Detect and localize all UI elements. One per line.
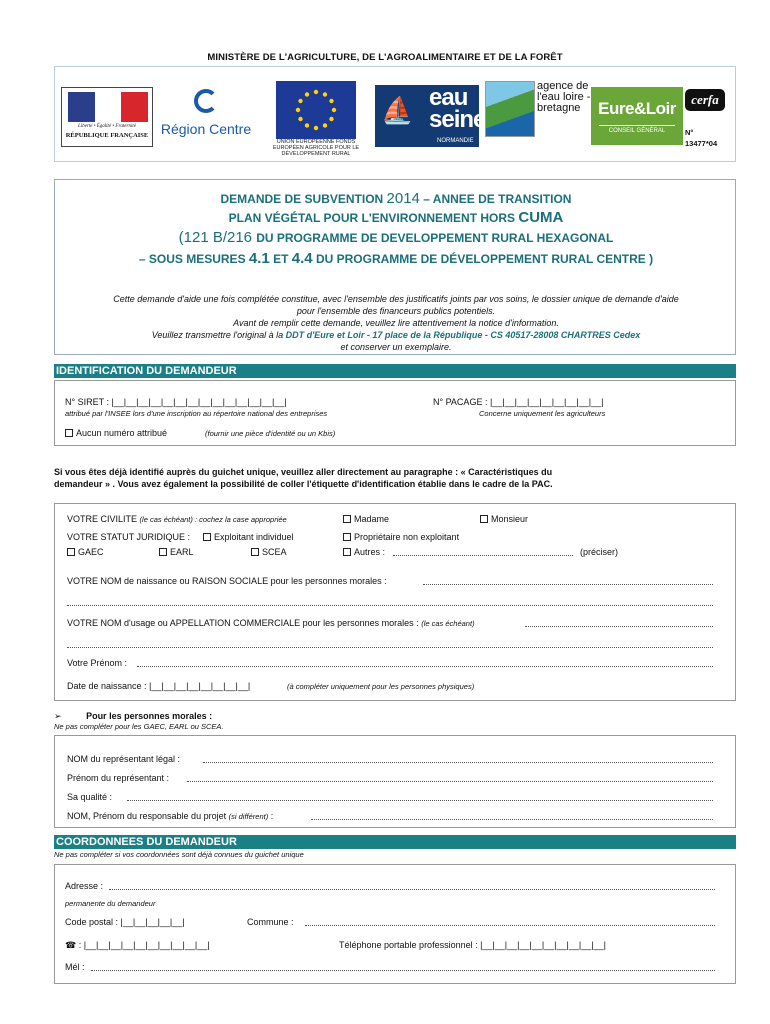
- nom-usage-label: VOTRE NOM d'usage ou APPELLATION COMMERCIALE pour les personnes morales : (le cas échéant): [67, 618, 475, 628]
- title-line-3: (121 B/216 DU PROGRAMME DE DEVELOPPEMENT RURAL HEXAGONAL: [178, 229, 614, 246]
- mobile-phone-field[interactable]: Téléphone portable professionnel : |__|__|__|__|__|__|__|__|__|__|: [339, 940, 606, 950]
- no-number-note: (fournir une pièce d'identité ou un Kbis): [205, 429, 336, 438]
- nom-usage-input[interactable]: [525, 619, 713, 627]
- commune-input[interactable]: [305, 918, 715, 926]
- adresse-label: Adresse :: [65, 881, 104, 891]
- phone-field[interactable]: ☎ : |__|__|__|__|__|__|__|__|__|__|: [65, 940, 210, 950]
- no-number-checkbox[interactable]: Aucun numéro attribué: [65, 428, 167, 438]
- mel-label: Mél :: [65, 962, 85, 972]
- mel-input[interactable]: [91, 963, 715, 971]
- logo-banner: [54, 66, 736, 162]
- scea-checkbox[interactable]: SCEA: [251, 547, 287, 557]
- eure-et-loir-logo: Eure&Loir CONSEIL GÉNÉRAL: [591, 87, 683, 145]
- qualite-label: Sa qualité :: [67, 792, 113, 802]
- identification-box: [54, 380, 736, 446]
- civilite-label: VOTRE CIVILITE (le cas échéant) : cochez la case appropriée: [67, 514, 287, 524]
- title-line-2: PLAN VÉGÉTAL POUR L'ENVIRONNEMENT HORS CUMA: [228, 209, 564, 226]
- siret-note: attribué par l'INSEE lors d'une inscription au répertoire national des entreprises: [65, 409, 328, 418]
- commune-label: Commune :: [247, 917, 294, 927]
- qualite-input[interactable]: [127, 793, 713, 801]
- monsieur-checkbox[interactable]: Monsieur: [480, 514, 528, 524]
- madame-checkbox[interactable]: Madame: [343, 514, 389, 524]
- ministry-header: MINISTÈRE DE L'AGRICULTURE, DE L'AGROALIMENTAIRE ET DE LA FORÊT: [207, 52, 563, 63]
- cerfa-logo: cerfa: [685, 89, 725, 111]
- resp-label: NOM, Prénom du responsable du projet (si différent) :: [67, 811, 274, 821]
- pacage-field[interactable]: N° PACAGE : |__|__|__|__|__|__|__|__|__|: [433, 397, 604, 407]
- cerfa-number: N° 13477*04: [685, 128, 718, 148]
- guichet-notice: Si vous êtes déjà identifié auprès du guichet unique, veuillez aller directement au paragraphe : « Caractéristiques du demandeur » . Vous avez également la possibilité de coller l'étiquette d'identification établie dans le cadre de la PAC.: [54, 467, 553, 489]
- prenom-rep-input[interactable]: [187, 774, 713, 782]
- nom-naissance-input[interactable]: [423, 577, 713, 585]
- earl-checkbox[interactable]: EARL: [159, 547, 194, 557]
- autres-checkbox[interactable]: Autres :: [343, 547, 385, 557]
- arrow-icon: ➢: [54, 711, 62, 721]
- morales-heading: ➢ Pour les personnes morales :: [54, 711, 213, 721]
- code-postal-field[interactable]: Code postal : |__|__|__|__|__|: [65, 917, 185, 927]
- nom-naissance-label: VOTRE NOM de naissance ou RAISON SOCIALE pour les personnes morales :: [67, 576, 387, 586]
- morales-note: Ne pas compléter pour les GAEC, EARL ou SCEA.: [54, 722, 224, 731]
- autres-input[interactable]: [393, 548, 573, 556]
- proprietaire-checkbox[interactable]: Propriétaire non exploitant: [343, 532, 459, 542]
- statut-label: VOTRE STATUT JURIDIQUE :: [67, 532, 191, 542]
- agence-loire-bretagne-logo: agence de l'eau loire - bretagne: [485, 81, 589, 147]
- title-line-1: DEMANDE DE SUBVENTION 2014 – ANNEE DE TRANSITION: [220, 190, 572, 207]
- section-header-identification: IDENTIFICATION DU DEMANDEUR: [54, 364, 736, 378]
- nom-naissance-input-2[interactable]: [67, 598, 713, 606]
- adresse-note: permanente du demandeur: [65, 899, 156, 908]
- intro-text: Cette demande d'aide une fois complétée constitue, avec l'ensemble des justificatifs joints par vos soins, le dossier unique de demande d'aide pour l'ensemble des financeurs publics potentiels. Avant de remplir cette demande, veuillez lire attentivement la notice d'information. Veuillez transmettre l'original à la DDT d'Eure et Loir - 17 place de la République - CS 40517-28008 CHARTRES Cedex et conserver un exemplaire.: [113, 294, 679, 352]
- coordonnees-box: [54, 864, 736, 984]
- exploitant-checkbox[interactable]: Exploitant individuel: [203, 532, 294, 542]
- nom-usage-input-2[interactable]: [67, 640, 713, 648]
- title-box: [54, 179, 736, 355]
- rep-label: NOM du représentant légal :: [67, 754, 181, 764]
- gaec-checkbox[interactable]: GAEC: [67, 547, 104, 557]
- siret-field[interactable]: N° SIRET : |__|__|__|__|__|__|__|__|__|__|__|__|__|__|: [65, 397, 287, 407]
- eu-flag-logo: UNION EUROPÉENNE FONDS EUROPÉEN AGRICOLE POUR LE DÉVELOPPEMENT RURAL: [265, 81, 367, 151]
- prenom-input[interactable]: [137, 659, 713, 667]
- coord-note: Ne pas compléter si vos coordonnées sont déjà connues du guichet unique: [54, 850, 304, 859]
- title-line-4: – SOUS MESURES 4.1 ET 4.4 DU PROGRAMME DE DÉVELOPPEMENT RURAL CENTRE ): [138, 250, 654, 267]
- eau-seine-normandie-logo: ⛵ eau seine NORMANDIE: [375, 85, 479, 147]
- prenom-label: Votre Prénom :: [67, 658, 128, 668]
- pacage-note: Concerne uniquement les agriculteurs: [479, 409, 606, 418]
- region-centre-logo: Région Centre: [155, 89, 257, 149]
- resp-input[interactable]: [311, 812, 713, 820]
- adresse-input[interactable]: [109, 882, 715, 890]
- republique-francaise-logo: Liberté • Égalité • Fraternité RÉPUBLIQUE FRANÇAISE: [61, 87, 153, 147]
- prenom-rep-label: Prénom du représentant :: [67, 773, 170, 783]
- date-naissance-field[interactable]: Date de naissance : |__|__|__|__|__|__|__|__|: [67, 681, 251, 691]
- civility-box: [54, 503, 736, 701]
- section-header-coordonnees: COORDONNEES DU DEMANDEUR: [54, 835, 736, 849]
- preciser-label: (préciser): [580, 547, 619, 557]
- rep-input[interactable]: [203, 755, 713, 763]
- morales-box: [54, 735, 736, 828]
- date-naissance-note: (à compléter uniquement pour les personnes physiques): [287, 682, 475, 691]
- ship-icon: ⛵: [381, 95, 414, 125]
